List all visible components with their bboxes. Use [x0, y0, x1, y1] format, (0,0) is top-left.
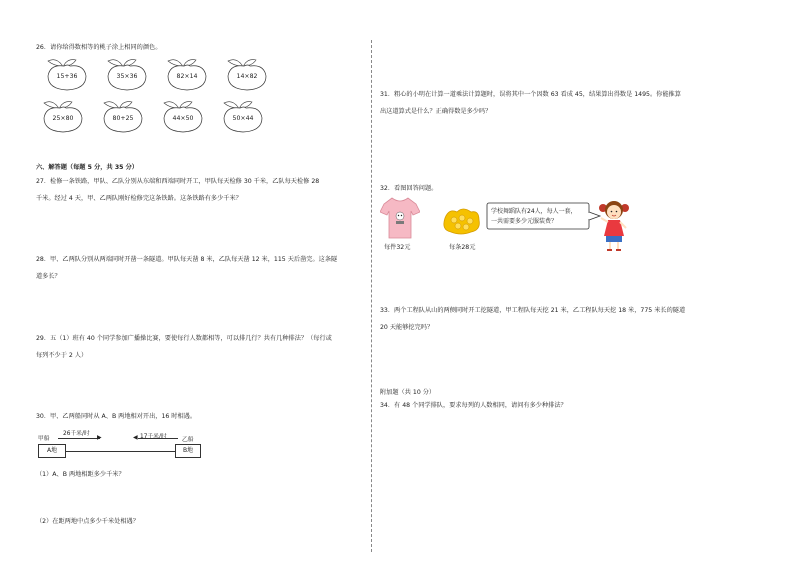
question-32: 32．看图回答问题。: [380, 185, 438, 192]
question-28-line1: 28．甲、乙两队分别从两端同时开凿一条隧道。甲队每天凿 8 米，乙队每天凿 12 米，115 天后凿完。这条隧: [36, 256, 338, 263]
question-34: 34．有 48 个同学排队，要求每列的人数相同，请问有多少种排法？: [380, 402, 567, 409]
place-a-box: A地: [38, 444, 66, 458]
speed-b-label: 17千米/时: [140, 434, 167, 440]
place-b-box: B地: [175, 444, 201, 458]
peach-expression: 15+36: [56, 73, 78, 80]
peach-expression: 25×80: [52, 115, 74, 122]
peach-expression: 80+25: [112, 115, 134, 122]
question-27-line2: 千米。经过 4 天，甲、乙两队刚好检修完这条铁路。这条铁路有多少千米？: [36, 195, 242, 202]
question-31-line2: 出这道算式是什么？正确得数是多少吗？: [380, 108, 492, 115]
bonus-heading: 附加题（共 10 分）: [380, 389, 436, 396]
question-30-part2: （2）在距两地中点多少千米处相遇？: [36, 518, 139, 525]
peach-item[interactable]: [102, 58, 152, 92]
scarf-price: 每条28元: [449, 244, 476, 251]
peach-item[interactable]: [218, 100, 268, 134]
peach-item[interactable]: [38, 100, 88, 134]
distance-line: [64, 451, 176, 452]
scarf-icon: [441, 206, 481, 236]
peach-expression: 35×36: [116, 73, 138, 80]
question-26: 26．请你给得数相等的桃子涂上相同的颜色。: [36, 44, 162, 51]
tshirt-price: 每件32元: [384, 244, 411, 251]
peach-item[interactable]: [158, 100, 208, 134]
question-27-line1: 27．检修一条铁路，甲队、乙队分别从东端和西端同时开工，甲队每天检修 30 千米，乙队每天检修 28: [36, 178, 320, 185]
question-30-part1: （1）A、B 两地相距多少千米？: [36, 471, 125, 478]
question-33-line1: 33．两个工程队从山的两侧同时开工挖隧道，甲工程队每天挖 21 米，乙工程队每天挖 18 米，775 米长的隧道: [380, 307, 686, 314]
peach-item[interactable]: [162, 58, 212, 92]
speech-text-line1: 学校舞蹈队有24人，每人一套，: [491, 208, 577, 215]
question-33-line2: 20 天能够挖完吗？: [380, 324, 434, 331]
column-divider: [371, 40, 372, 552]
question-31-line1: 31．粗心的小明在计算一道乘法计算题时，误将其中一个因数 63 看成 45，结果算出得数是 1495。你能推算: [380, 91, 681, 98]
arrow-a-head-icon: ▶: [97, 434, 102, 441]
peach-item[interactable]: [42, 58, 92, 92]
peach-expression: 44×50: [172, 115, 194, 122]
boat-b-label: 乙船: [182, 437, 194, 443]
peach-item[interactable]: [98, 100, 148, 134]
peach-expression: 14×82: [236, 73, 258, 80]
peach-item[interactable]: [222, 58, 272, 92]
section-6-heading: 六、解答题（每题 5 分，共 35 分）: [36, 164, 138, 171]
arrow-a-line: [58, 438, 100, 439]
question-30: 30．甲、乙两船同时从 A、B 两地相对开出，16 时相遇。: [36, 413, 197, 420]
speed-a-label: 26千米/时: [63, 431, 90, 437]
girl-icon: [598, 196, 630, 254]
question-28-line2: 道多长？: [36, 273, 61, 280]
boat-a-label: 甲船: [38, 436, 50, 442]
peach-expression: 50×44: [232, 115, 254, 122]
question-29-line2: 每列不少于 2 人）: [36, 352, 88, 359]
arrow-b-line: [138, 438, 178, 439]
peach-expression: 82×14: [176, 73, 198, 80]
tshirt-icon: [380, 196, 420, 240]
arrow-b-head-icon: ◀: [133, 434, 138, 441]
question-29-line1: 29．五（1）班有 40 个同学参加广播操比赛，要使每行人数都相等，可以排几行？共有几种排法？（每行或: [36, 335, 332, 342]
speech-text-line2: 一共需要多少元服装费？: [491, 218, 558, 225]
